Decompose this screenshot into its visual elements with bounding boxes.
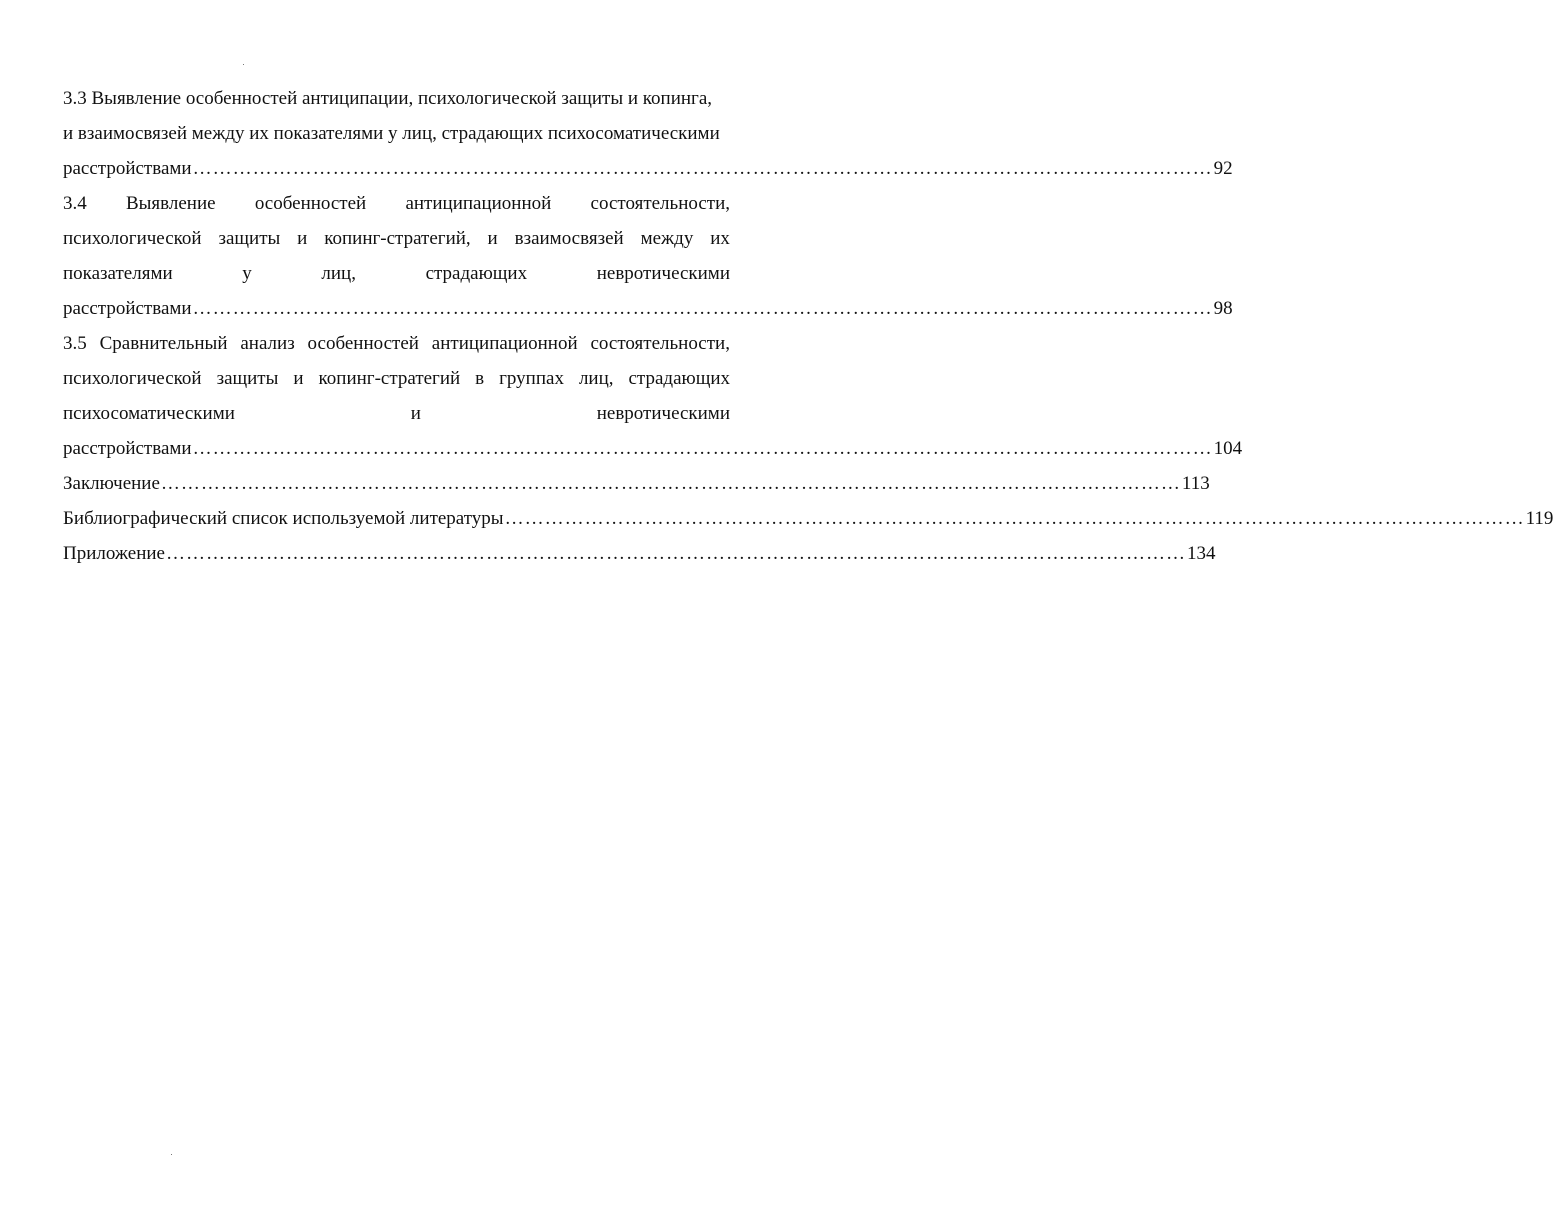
toc-appendix-label: Приложение xyxy=(63,543,165,564)
scan-speck xyxy=(243,64,244,65)
toc-entry-3-3[interactable] xyxy=(63,156,1233,182)
toc-3-3-line-2: и взаимосвязей между их показателями у лиц, страдающих психосоматическими xyxy=(63,123,720,144)
toc-conclusion-label: Заключение xyxy=(63,473,160,494)
word: страдающих xyxy=(425,263,528,284)
word: особенностей xyxy=(307,333,419,354)
toc-entry-3-4[interactable] xyxy=(63,296,1233,322)
word: страдающих xyxy=(628,368,730,389)
word: копинг-стратегий xyxy=(318,368,461,389)
scan-speck xyxy=(171,1154,172,1155)
toc-3-5-line-1 xyxy=(63,331,730,357)
page-number: 113 xyxy=(1181,473,1210,494)
word: у xyxy=(242,263,252,284)
dot-leader: ……………………………………………………………………………………………………………………………………… xyxy=(192,158,1213,179)
word: состоятельности, xyxy=(590,333,730,354)
page-number: 119 xyxy=(1525,508,1553,529)
word: психосоматическими xyxy=(63,403,235,424)
word: Выявление xyxy=(125,193,216,214)
dot-leader: ……………………………………………………………………………………………………………………………………… xyxy=(504,508,1525,529)
toc-3-4-line-2 xyxy=(63,226,730,252)
word: группах xyxy=(499,368,564,389)
word: антиципационной xyxy=(431,333,578,354)
page-number: 134 xyxy=(1186,543,1216,564)
toc-3-4-line-3 xyxy=(63,261,730,287)
word: невротическими xyxy=(596,403,730,424)
word: психологической xyxy=(63,368,202,389)
word: и xyxy=(297,228,308,249)
word: 3.4 xyxy=(63,193,87,214)
word: в xyxy=(475,368,485,389)
word: и xyxy=(293,368,304,389)
word: особенностей xyxy=(254,193,367,214)
toc-3-5-line-2 xyxy=(63,366,730,392)
word: копинг-стратегий, xyxy=(324,228,471,249)
toc-entry-appendix[interactable] xyxy=(63,541,1216,567)
toc-3-3-label: расстройствами xyxy=(63,158,192,179)
word: лиц, xyxy=(578,368,614,389)
word: защиты xyxy=(218,228,281,249)
word: психологической xyxy=(63,228,202,249)
toc-3-5-line-3 xyxy=(63,401,730,427)
dot-leader: ……………………………………………………………………………………………………………………………………… xyxy=(192,438,1213,459)
dot-leader: ……………………………………………………………………………………………………………………………………… xyxy=(192,298,1213,319)
word: показателями xyxy=(63,263,173,284)
word: взаимосвязей xyxy=(514,228,624,249)
toc-entry-3-5[interactable] xyxy=(63,436,1243,462)
toc-3-3-line-1: 3.3 Выявление особенностей антиципации, психологической защиты и копинга, xyxy=(63,88,713,109)
word: невротическими xyxy=(596,263,730,284)
page-number: 98 xyxy=(1213,298,1233,319)
word: Сравнительный xyxy=(99,333,228,354)
page-number: 92 xyxy=(1213,158,1233,179)
word: 3.5 xyxy=(63,333,87,354)
toc-bibliography-label: Библиографический список используемой литературы xyxy=(63,508,504,529)
word: анализ xyxy=(240,333,295,354)
toc-entry-bibliography[interactable] xyxy=(63,506,1553,532)
dot-leader: ……………………………………………………………………………………………………………………………………… xyxy=(160,473,1181,494)
word: антиципационной xyxy=(405,193,552,214)
word: и xyxy=(487,228,498,249)
page-number: 104 xyxy=(1213,438,1243,459)
word: их xyxy=(710,228,730,249)
word: защиты xyxy=(216,368,279,389)
toc-3-4-label: расстройствами xyxy=(63,298,192,319)
word: состоятельности, xyxy=(590,193,730,214)
word: и xyxy=(410,403,421,424)
word: лиц, xyxy=(321,263,356,284)
word: между xyxy=(640,228,694,249)
toc-3-5-label: расстройствами xyxy=(63,438,192,459)
toc-entry-conclusion[interactable] xyxy=(63,471,1210,497)
dot-leader: ……………………………………………………………………………………………………………………………………… xyxy=(165,543,1186,564)
toc-3-4-line-1 xyxy=(63,191,730,217)
